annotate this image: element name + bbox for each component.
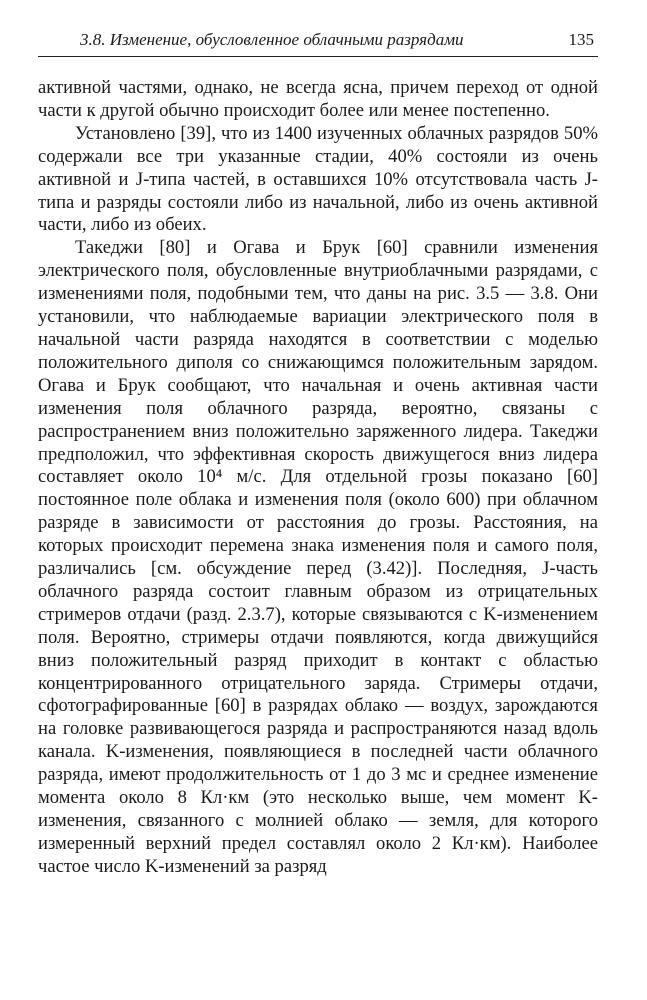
page-number: 135 bbox=[568, 30, 594, 49]
paragraph-field-changes: Такеджи [80] и Огава и Брук [60] сравнили изменения электрического поля, обусловленные внутриоблачными разрядами, с изменениями поля, подобными тем, что даны на рис. 3.5 — 3.8. Они установили, что наблюдаемые вариации электрического поля в начальной части разряда находятся в соответствии с моделью положительного диполя со снижающимся положительным зарядом. Огава и Брук сообщают, что начальная и очень активная части изменения поля облачного разряда, вероятно, связаны с распространением вниз положительно заряженного лидера. Такеджи предположил, что эффективная скорость движущегося вниз лидера составляет около 10⁴ м/с. Для отдельной грозы показано [60] постоянное поле облака и изменения поля (около 600) при облачном разряде в зависимости от расстояния до грозы. Расстояния, на которых происходит перемена знака изменения поля и самого поля, различались [см. обсуждение перед (3.42)]. Последняя, J-часть облачного разряда состоит главным образом из отрицательных стримеров отдачи (разд. 2.3.7), которые связываются с K-изменением поля. Вероятно, стримеры отдачи появляются, когда движущийся вниз положительный разряд приходит в контакт с областью концентрированного отрицательного заряда. Стримеры отдачи, сфотографированные [60] в разрядах облако — воздух, зарождаются на головке развивающегося разряда и распространяются назад вдоль канала. K-изменения, появляющиеся в последней части облачного разряда, имеют продолжительность от 1 до 3 мс и среднее изменение момента около 8 Кл·км (это несколько выше, чем момент K-изменения, связанного с молнией облако — земля, для которого измеренный верхний предел составлял около 2 Кл·км). Наиболее частое число K-изменений за разряд bbox=[38, 237, 598, 877]
paragraph-continuation: активной частями, однако, не всегда ясна, причем переход от одной части к другой обычно происходит более или менее постепенно. bbox=[38, 77, 598, 121]
document-page bbox=[38, 30, 598, 879]
section-title: 3.8. Изменение, обусловленное облачными разрядами bbox=[80, 30, 464, 49]
paragraph-statistics: Установлено [39], что из 1400 изученных облачных разрядов 50% содержали все три указанные стадии, 40% состояли из очень активной и J-типа частей, в оставшихся 10% отсутствовала часть J-типа и разряды состояли либо из начальной, либо из очень активной части, либо из обеих. bbox=[38, 122, 598, 236]
running-header bbox=[38, 30, 598, 57]
text-body bbox=[38, 77, 598, 879]
